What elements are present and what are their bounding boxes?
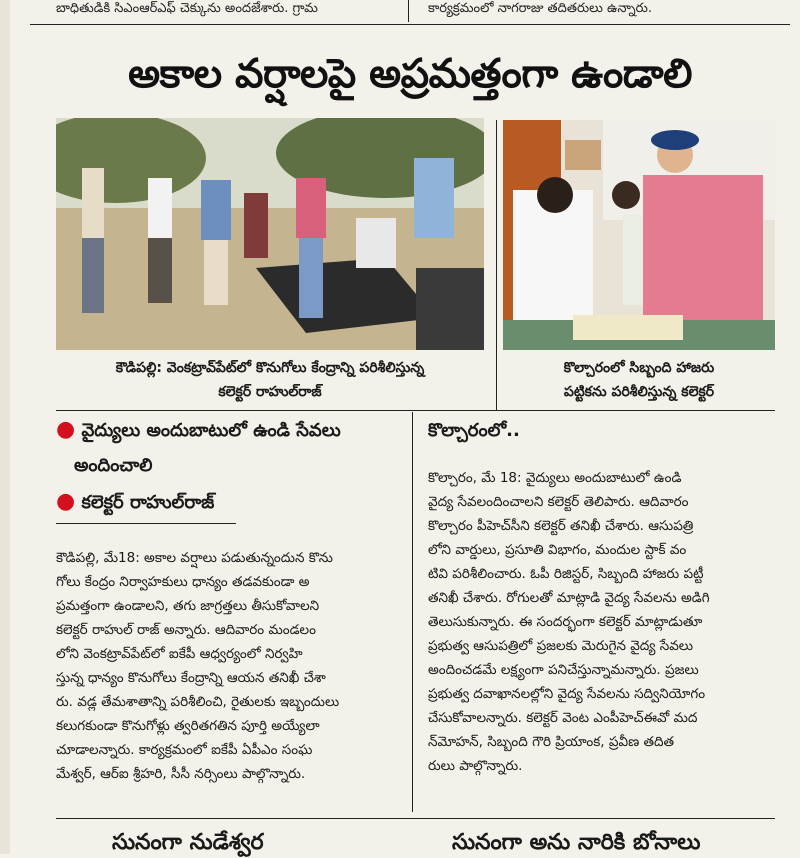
left-body-line: మేశ్వర్, ఆర్‌ఐ శ్రీహరి, సీసీ నర్సింలు పాల్గొన్నారు.	[56, 766, 306, 782]
right-body-line: తెలుసుకున్నారు. ఈ సందర్భంగా కలెక్టర్ మాట్లాడుతూ	[428, 614, 703, 630]
headline: అకాల వర్షాలపై అప్రమత్తంగా ఉండాలి	[128, 51, 692, 97]
left-body-line: కౌడిపల్లి, మే18: అకాల వర్షాలు పడుతున్నందున కొను	[56, 550, 333, 566]
photo-left-caption-line2: కలెక్టర్ రాహుల్‌రాజ్	[218, 384, 322, 400]
top-column-divider	[408, 0, 409, 22]
right-body-line: టివి పరిశీలించారు. ఓపీ రిజిస్టర్, సిబ్బంది హాజరు పట్టీ	[428, 566, 704, 582]
left-body-line: చూడాలన్నారు. కార్యక్రమంలో ఐకేపీ ఏపీఎం సంఘ	[56, 742, 313, 758]
right-body-line: ప్రభుత్వ దవాఖానలల్లోని వైద్య సేవలను సద్వినియోగం	[428, 686, 706, 702]
bullet-dot-icon: ●	[56, 417, 76, 442]
photo-left-image	[56, 118, 484, 350]
bullet-rule	[56, 523, 236, 524]
photo-right-image	[503, 120, 775, 350]
right-body-line: కొల్చారం పీహెచ్‌సీని కలెక్టర్ తనిఖీ చేశారు. ఆసుపత్రి	[428, 518, 694, 534]
right-body-line: రులు పాల్గొన్నారు.	[428, 758, 523, 774]
right-body-line: తనిఖీ చేశారు. రోగులతో మాట్లాడి వైద్య సేవలను అడిగి	[428, 590, 710, 606]
right-body-line: కొల్చారం, మే 18: వైద్యులు అందుబాటులో ఉండి	[428, 470, 682, 486]
right-body-line: వైద్య సేవలందించాలని కలెక్టర్ తెలిపారు. ఆదివారం	[428, 494, 689, 510]
left-body	[56, 546, 406, 786]
right-body	[428, 466, 780, 778]
bullet-dot-icon: ●	[56, 489, 76, 514]
top-left-snippet: బాధితుడికి సిఎంఆర్‌ఎఫ్ చెక్కును అందజేశారు. గ్రామ	[56, 1, 318, 16]
left-body-line: కలెక్టర్ రాహుల్ రాజ్ అన్నారు. ఆదివారం మండలం	[56, 622, 316, 638]
photo-right	[503, 120, 775, 350]
right-body-line: న్‌మోహన్, సిబ్బంది గౌరి ప్రియాంక, ప్రవీణ తదిత	[428, 734, 675, 750]
top-right-snippet: కార్యక్రమంలో నాగరాజు తదితరులు ఉన్నారు.	[428, 1, 652, 16]
bullet-2	[56, 486, 214, 519]
left-body-line: గోలు కేంద్రం నిర్వాహకులు ధాన్యం తడవకుండా అ	[56, 574, 310, 590]
bottom-rule	[56, 818, 775, 819]
bottom-right-headline: సునంగా అను నారికి బోనాలు	[452, 830, 701, 855]
column-divider	[412, 412, 413, 812]
left-body-line: స్తున్న ధాన్యం కొనుగోలు కేంద్రాన్ని ఆయన తనిఖీ చేశా	[56, 670, 326, 686]
photo-right-caption-line1: కొల్చారంలో సిబ్బంది హాజరు	[563, 360, 715, 376]
right-body-line: అందించడమే లక్ష్యంగా పనిచేస్తున్నామన్నారు. ప్రజలు	[428, 662, 699, 678]
photo-divider	[496, 120, 497, 410]
bullet-1-line1: వైద్యులు అందుబాటులో ఉండి సేవలు	[81, 420, 341, 441]
bullet-1-line2: అందించాలి	[74, 455, 153, 476]
right-subhead: కొల్చారంలో..	[428, 420, 520, 441]
right-body-line: చేసుకోవాలన్నారు. కలెక్టర్ వెంట ఎంపీహెచ్‌ఈవో మద	[428, 710, 698, 726]
bottom-left-headline: సునంగా నుడేశ్వర	[112, 830, 264, 855]
page-margin	[0, 0, 10, 854]
left-body-line: లోని వెంకట్రావ్‌పేట్‌లో ఐకేపీ ఆధ్వర్యంలో నిర్వహి	[56, 646, 303, 662]
left-body-line: రు. వడ్ల తేమశాతాన్ని పరిశీలించి, రైతులకు ఇబ్బందులు	[56, 694, 340, 710]
left-body-line: కలుగకుండా కొనుగోళ్లు త్వరితగతిన పూర్తి అయ్యేలా	[56, 718, 320, 734]
top-rule	[30, 24, 790, 25]
caption-rule	[56, 410, 775, 411]
photo-left-caption-line1: కౌడిపల్లి: వెంకట్రావ్‌పేట్‌లో కొనుగోలు కేంద్రాన్ని పరిశీలిస్తున్న	[115, 360, 425, 376]
bullet-1	[56, 414, 341, 447]
photo-right-caption-line2: పట్టికను పరిశీలిస్తున్న కలెక్టర్	[563, 384, 715, 400]
right-body-line: ప్రభుత్వ ఆసుపత్రిలో ప్రజలకు మెరుగైన వైద్య సేవలు	[428, 638, 694, 654]
photo-left	[56, 118, 484, 350]
left-body-line: ప్రమత్తంగా ఉండాలని, తగు జాగ్రత్తలు తీసుకోవాలని	[56, 598, 320, 614]
bullet-2-text: కలెక్టర్ రాహుల్‌రాజ్	[81, 492, 215, 513]
right-body-line: లోని వార్డులు, ప్రసూతి విభాగం, మందుల స్టాక్ వం	[428, 542, 687, 558]
